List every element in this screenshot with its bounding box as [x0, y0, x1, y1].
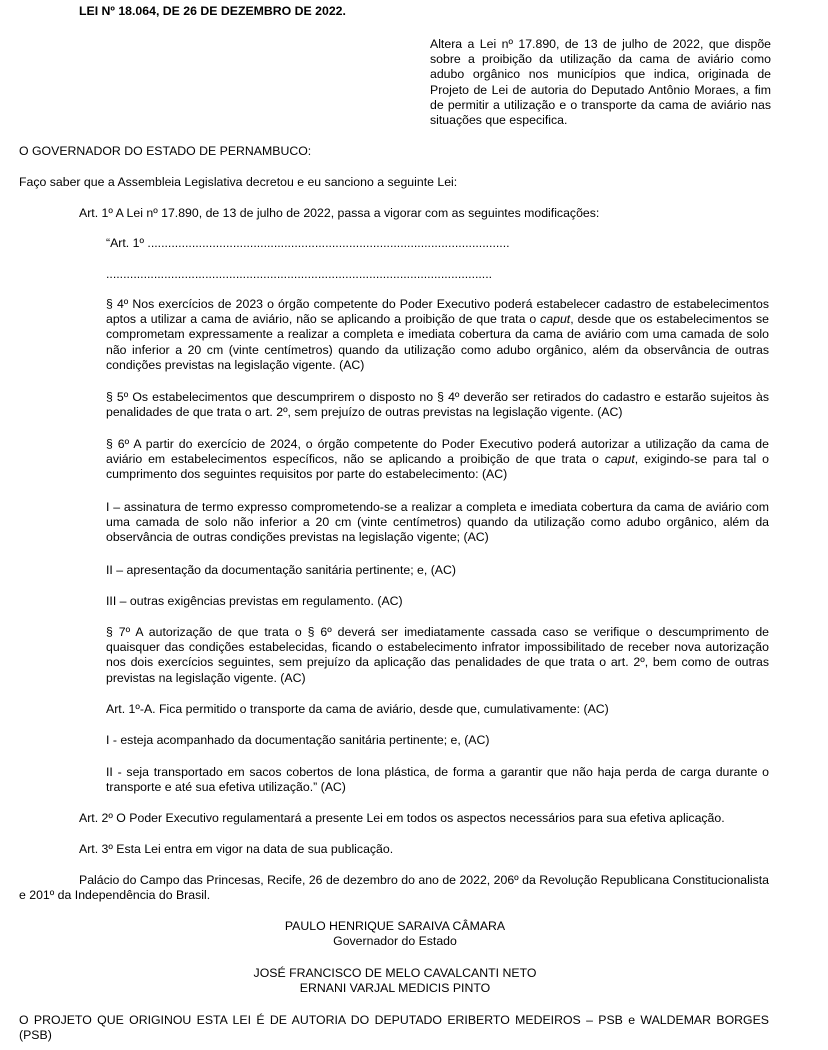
article-1a-item-ii: II - seja transportado em sacos cobertos de lona plástica, de forma a garantir que não haja perda de carga durante o transporte e até sua efetiva utilização.” (AC)	[106, 765, 769, 795]
quoted-article-1-line	[106, 236, 524, 251]
signatory-name: PAULO HENRIQUE SARAIVA CÂMARA	[284, 919, 506, 933]
ellipsis-dots: ..........................................................................................................	[147, 236, 510, 250]
co-signatory-2: ERNANI VARJAL MEDICIS PINTO	[299, 981, 491, 996]
article-1a: Art. 1º-A. Fica permitido o transporte da cama de aviário, desde que, cumulativamente: (AC)	[106, 702, 609, 716]
article-2: Art. 2º O Poder Executivo regulamentará a presente Lei em todos os aspectos necessários para sua efetiva aplicação.	[79, 811, 725, 825]
paragraph-4-text-b: , desde que os estabelecimentos se comprometam expressamente a realizar a completa e imediata cobertura da cama de aviário com uma camada de solo não inferior a 20 cm (vinte centímetros) quando da utilização como adubo orgânico, além da observância de outras condições previstas na legislação vigente. (AC)	[106, 312, 769, 372]
paragraph-5: § 5º Os estabelecimentos que descumprirem o disposto no § 4º deverão ser retirados do cadastro e estarão sujeitos às penalidades de que trata o art. 2º, sem prejuízo de outras previstas na legislação vigente. (AC)	[106, 390, 769, 420]
law-title: LEI Nº 18.064, DE 26 DE DEZEMBRO DE 2022.	[79, 4, 346, 18]
caput-term: caput	[604, 452, 635, 467]
article-1a-item-i: I - esteja acompanhado da documentação sanitária pertinente; e, (AC)	[106, 733, 490, 747]
paragraph-7: § 7º A autorização de que trata o § 6º deverá ser imediatamente cassada caso se verifique o descumprimento de quaisquer das condições estabelecidas, ficando o estabelecimento infrator impossibilitado de receber nova autorização nos dois exercícios seguintes, sem prejuízo da aplicação das penalidades de que trata o art. 2º, bem como de outras previstas na legislação vigente. (AC)	[106, 625, 769, 685]
caput-term: caput	[540, 312, 571, 327]
signing-place-date: Palácio do Campo das Princesas, Recife, 26 de dezembro do ano de 2022, 206º da Revolução Republicana Constitucionalista e 201º da Independência do Brasil.	[19, 873, 769, 903]
governor-heading: O GOVERNADOR DO ESTADO DE PERNAMBUCO:	[19, 144, 312, 158]
paragraph-4	[106, 297, 769, 373]
article-3: Art. 3º Esta Lei entra em vigor na data de sua publicação.	[79, 842, 394, 856]
governor-signature	[0, 919, 790, 949]
item-ii: II – apresentação da documentação sanitária pertinente; e, (AC)	[106, 563, 456, 577]
item-i: I – assinatura de termo expresso comprometendo-se a realizar a completa e imediata cobertura da cama de aviário com uma camada de solo não inferior a 20 cm (vinte centímetros) quando da utilização como adubo orgânico, além da observância de outras condições previstas na legislação vigente; (AC)	[106, 500, 769, 545]
article-1: Art. 1º A Lei nº 17.890, de 13 de julho de 2022, passa a vigorar com as seguintes modificações:	[79, 206, 600, 220]
quoted-article-prefix: “Art. 1º	[106, 236, 144, 250]
co-signatures	[0, 966, 790, 996]
item-iii: III – outras exigências previstas em regulamento. (AC)	[106, 594, 403, 608]
co-signatory-1: JOSÉ FRANCISCO DE MELO CAVALCANTI NETO	[253, 966, 537, 980]
enactment-intro: Faço saber que a Assembleia Legislativa decretou e eu sanciono a seguinte Lei:	[19, 175, 458, 189]
signatory-role: Governador do Estado	[333, 934, 457, 949]
law-ementa: Altera a Lei nº 17.890, de 13 de julho de 2022, que dispõe sobre a proibição da utilização da cama de aviário como adubo orgânico nos municípios que indica, originada de Projeto de Lei de autoria do Deputado Antônio Moraes, a fim de permitir a utilização e o transporte da cama de aviário nas situações que especifica.	[430, 37, 771, 128]
paragraph-6	[106, 437, 769, 483]
paragraph-6-text-b: , exigindo-se para tal o cumprimento dos seguintes requisitos por parte do estabelecimento: (AC)	[106, 452, 769, 482]
ellipsis-line: .................................................................................................................	[106, 267, 493, 281]
paragraph-6-text-a: § 6º A partir do exercício de 2024, o órgão competente do Poder Executivo poderá autorizar a utilização da cama de aviário em estabelecimentos específicos, não se aplicando a proibição de que trata o	[106, 437, 769, 467]
bill-authorship-note: O PROJETO QUE ORIGINOU ESTA LEI É DE AUTORIA DO DEPUTADO ERIBERTO MEDEIROS – PSB e WALDEMAR BORGES (PSB)	[19, 1013, 769, 1043]
paragraph-4-text-a: § 4º Nos exercícios de 2023 o órgão competente do Poder Executivo poderá estabelecer cadastro de estabelecimentos aptos a utilizar a cama de aviário, não se aplicando a proibição de que trata o	[106, 297, 769, 327]
